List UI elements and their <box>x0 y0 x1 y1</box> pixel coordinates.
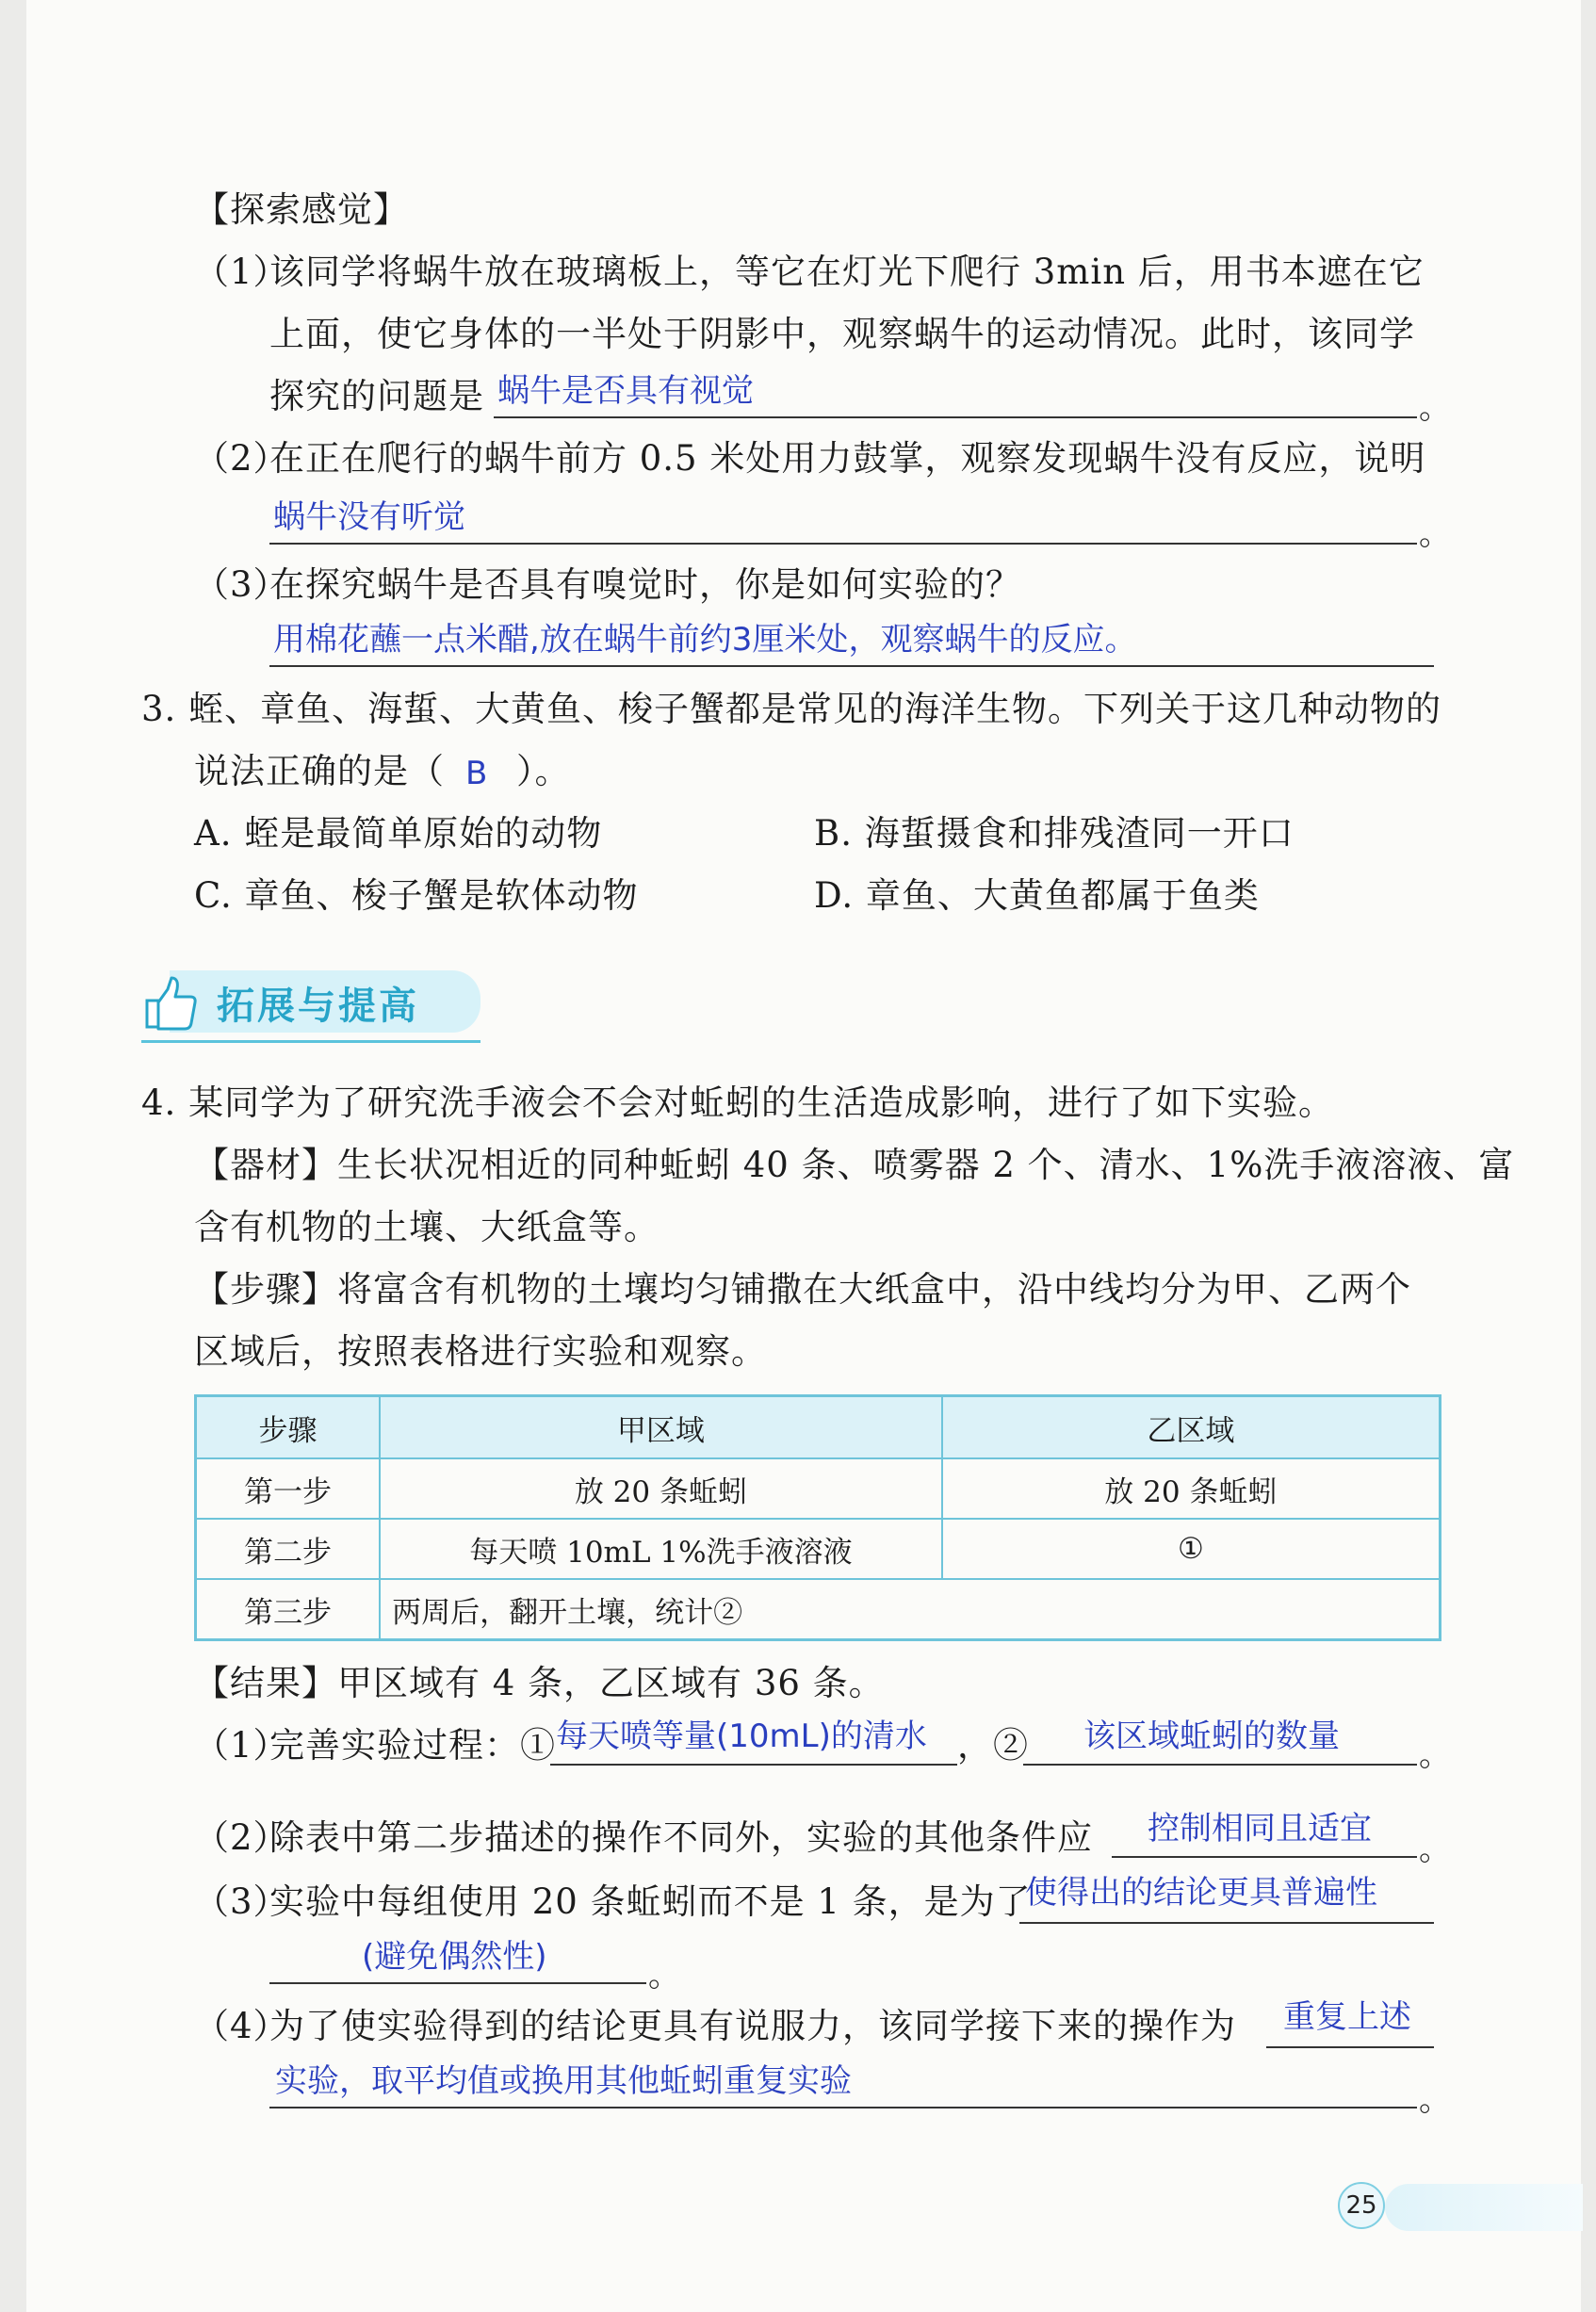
sub2-answer-line <box>1112 1856 1417 1858</box>
sub4-prefix: 为了使实验得到的结论更具有说服力，该同学接下来的操作为 <box>269 2006 1236 2046</box>
q2-answer: 蜗牛没有听觉 <box>273 498 465 536</box>
sub2-end: 。 <box>1419 1831 1451 1868</box>
result-line: 【结果】甲区域有 4 条，乙区域有 36 条。 <box>194 1663 885 1703</box>
sub4-end: 。 <box>1419 2081 1451 2119</box>
materials-line1: 【器材】生长状况相近的同种蚯蚓 40 条、喷雾器 2 个、清水、1%洗手液溶液、富 <box>194 1145 1515 1185</box>
q1-answer: 蜗牛是否具有视觉 <box>497 372 754 410</box>
table-cell: 放 20 条蚯蚓 <box>942 1458 1441 1519</box>
q3-line1: 在探究蜗牛是否具有嗅觉时，你是如何实验的？ <box>269 564 1021 605</box>
q2-number: （2） <box>194 438 289 479</box>
q3-number: （3） <box>194 564 289 605</box>
option-c: C. 章鱼、梭子蟹是软体动物 <box>194 875 639 916</box>
q3-answer-line <box>269 665 1434 667</box>
section-banner <box>141 970 499 1046</box>
sub3-answer-line2-rule <box>269 1982 646 1984</box>
table-cell: 第一步 <box>196 1458 381 1519</box>
table-row <box>196 1579 1441 1640</box>
q3-answer: 用棉花蘸一点米醋,放在蜗牛前约3厘米处，观察蜗牛的反应。 <box>273 621 1137 659</box>
table-header: 乙区域 <box>942 1396 1441 1459</box>
page-number: 25 <box>1338 2182 1385 2229</box>
table-header: 步骤 <box>196 1396 381 1459</box>
table-header: 甲区域 <box>380 1396 942 1459</box>
q1-end: 。 <box>1419 389 1451 427</box>
q1-line2: 上面，使它身体的一半处于阴影中，观察蜗牛的运动情况。此时，该同学 <box>269 314 1415 354</box>
sub4-answer-line2: 实验，取平均值或换用其他蚯蚓重复实验 <box>275 2062 852 2100</box>
thumbs-up-icon <box>141 972 202 1033</box>
question3-line2-suffix: ）。 <box>516 751 571 791</box>
sub3-answer-line1: 使得出的结论更具普遍性 <box>1025 1874 1377 1912</box>
sub4-answer-line1-rule <box>1266 2046 1434 2048</box>
materials-line2: 含有机物的土壤、大纸盒等。 <box>194 1207 660 1247</box>
table-cell: 放 20 条蚯蚓 <box>380 1458 942 1519</box>
question3-answer: B <box>465 755 488 792</box>
table-cell: 每天喷 10mL 1%洗手液溶液 <box>380 1519 942 1579</box>
sub1-number: （1） <box>194 1725 289 1766</box>
q1-number: （1） <box>194 252 289 292</box>
page-number-decoration <box>1385 2184 1583 2231</box>
sub1-answer1-line <box>550 1764 957 1766</box>
sub1-answer1: 每天喷等量(10mL)的清水 <box>556 1718 927 1755</box>
sub1-prefix: 完善实验过程：① <box>269 1725 556 1766</box>
sub3-number: （3） <box>194 1881 289 1922</box>
sub2-answer: 控制相同且适宜 <box>1148 1810 1372 1848</box>
q1-answer-line <box>494 416 1417 418</box>
q2-answer-line <box>269 543 1417 545</box>
q2-end: 。 <box>1419 515 1451 553</box>
table-cell: 第二步 <box>196 1519 381 1579</box>
steps-line1: 【步骤】将富含有机物的土壤均匀铺撒在大纸盒中，沿中线均分为甲、乙两个 <box>194 1269 1411 1310</box>
sub1-answer2: 该区域蚯蚓的数量 <box>1083 1718 1340 1755</box>
option-d: D. 章鱼、大黄鱼都属于鱼类 <box>814 875 1260 916</box>
sub3-answer-line2: (避免偶然性) <box>362 1938 547 1976</box>
question3-line1: 3. 蛭、章鱼、海蜇、大黄鱼、梭子蟹都是常见的海洋生物。下列关于这几种动物的 <box>141 689 1442 729</box>
steps-line2: 区域后，按照表格进行实验和观察。 <box>194 1331 767 1372</box>
table-cell: 第三步 <box>196 1579 381 1640</box>
table-header-row <box>196 1396 1441 1459</box>
sub3-end: 。 <box>648 1957 680 1995</box>
table-row <box>196 1458 1441 1519</box>
question3-line2-prefix: 说法正确的是（ <box>194 751 445 791</box>
q1-line1: 该同学将蜗牛放在玻璃板上，等它在灯光下爬行 3min 后，用书本遮在它 <box>269 252 1425 292</box>
section-heading: 【探索感觉】 <box>194 189 409 230</box>
sub1-end: 。 <box>1419 1736 1451 1774</box>
sub4-answer-line2-rule <box>269 2107 1417 2108</box>
option-b: B. 海蜇摄食和排残渣同一开口 <box>814 813 1295 854</box>
option-a: A. 蛭是最简单原始的动物 <box>194 813 603 854</box>
table-row <box>196 1519 1441 1579</box>
q2-line1: 在正在爬行的蜗牛前方 0.5 米处用力鼓掌，观察发现蜗牛没有反应，说明 <box>269 438 1426 479</box>
sub2-number: （2） <box>194 1817 289 1858</box>
table-cell: 两周后，翻开土壤，统计② <box>380 1579 1440 1640</box>
sub3-prefix: 实验中每组使用 20 条蚯蚓而不是 1 条，是为了 <box>269 1881 1032 1922</box>
sub4-number: （4） <box>194 2006 289 2046</box>
question4-line1: 4. 某同学为了研究洗手液会不会对蚯蚓的生活造成影响，进行了如下实验。 <box>141 1083 1335 1123</box>
sub3-answer-line1-rule <box>1019 1922 1434 1924</box>
sub1-mid: ，② <box>957 1725 1029 1766</box>
experiment-table <box>194 1394 1441 1641</box>
sub2-prefix: 除表中第二步描述的操作不同外，实验的其他条件应 <box>269 1817 1093 1858</box>
q1-line3: 探究的问题是 <box>269 376 484 416</box>
sub4-answer-line1: 重复上述 <box>1283 1998 1411 2036</box>
banner-title: 拓展与提高 <box>217 985 419 1028</box>
table-cell: ① <box>942 1519 1441 1579</box>
sub1-answer2-line <box>1023 1764 1417 1766</box>
